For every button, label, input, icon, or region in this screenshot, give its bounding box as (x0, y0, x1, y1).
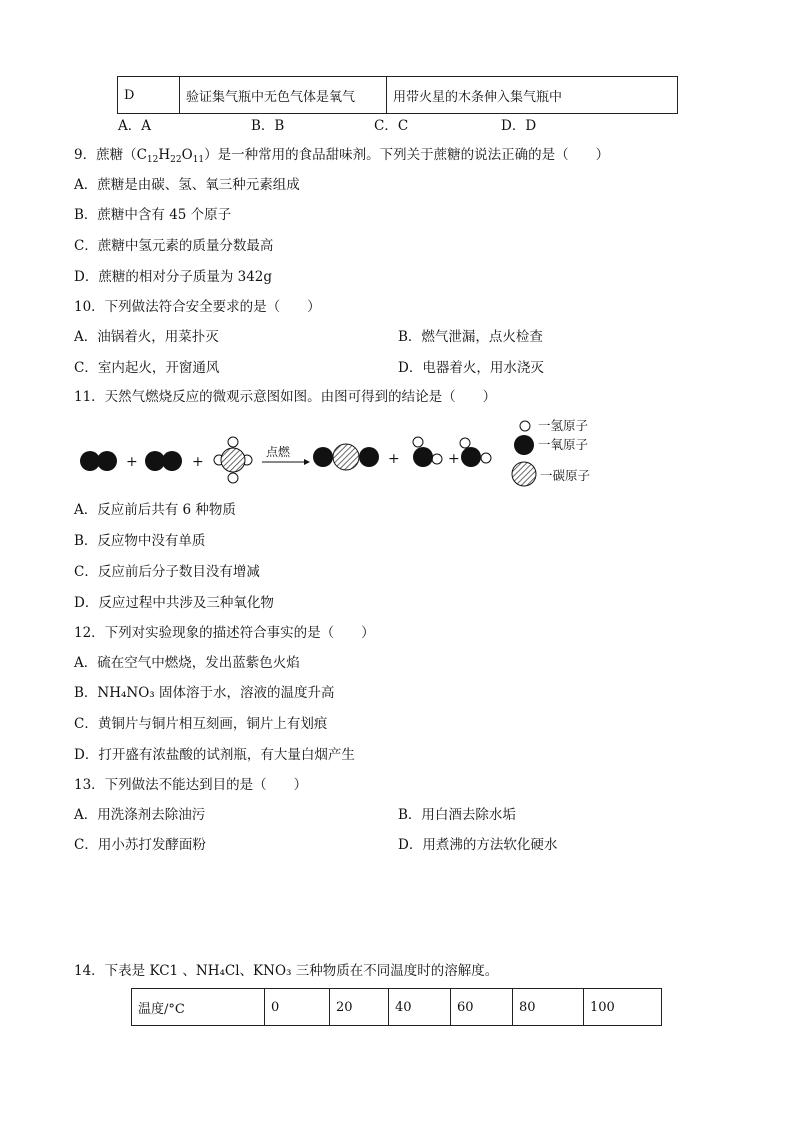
q9-sub-o: 11 (192, 155, 205, 165)
plus-sign: + (192, 454, 204, 470)
q13-option-a: A．用洗涤剂去除油污 (74, 807, 206, 823)
table-cell: 0 (265, 989, 330, 1026)
table-cell: 温度/°C (132, 989, 265, 1026)
q10-option-b: B．燃气泄漏，点火检查 (398, 329, 543, 345)
q10-option-a: A．油锅着火，用菜扑灭 (74, 329, 219, 345)
q11-option-c: C．反应前后分子数目没有增减 (74, 564, 260, 580)
q12-option-a: A．硫在空气中燃烧，发出蓝紫色火焰 (74, 655, 300, 671)
oxygen-molecule (145, 451, 182, 471)
table-row (132, 989, 662, 1026)
carbon-dioxide-molecule (313, 444, 379, 470)
arrow-head-icon (304, 459, 310, 465)
table-cell: 60 (451, 989, 513, 1026)
reaction-diagram (70, 410, 630, 490)
table-cell: D (118, 77, 180, 114)
q9-option-d: D．蔗糖的相对分子质量为 342g (74, 269, 273, 285)
top-table (117, 76, 678, 114)
question-13-stem: 13．下列做法不能达到目的是（ ） (74, 777, 308, 793)
table-cell: 验证集气瓶中无色气体是氧气 (180, 77, 387, 114)
arrow-label: 点燃 (266, 445, 291, 459)
methane-molecule (214, 437, 252, 483)
solubility-table (131, 988, 662, 1026)
table-row (118, 77, 678, 114)
table-cell: 80 (513, 989, 584, 1026)
question-14-stem: 14．下表是 KC1 、NH₄Cl、KNO₃ 三种物质在不同温度时的溶解度。 (74, 963, 499, 979)
table-cell: 20 (330, 989, 389, 1026)
table-cell: 40 (389, 989, 451, 1026)
q12-option-c: C．黄铜片与铜片相互刻画，铜片上有划痕 (74, 716, 328, 732)
diagram-legend (512, 418, 590, 486)
q9-o: O (181, 147, 193, 163)
q12-option-d: D．打开盛有浓盐酸的试剂瓶，有大量白烟产生 (74, 747, 355, 763)
q13-option-d: D．用煮沸的方法软化硬水 (398, 837, 558, 853)
option-b: B．B (251, 118, 285, 134)
question-10-stem: 10．下列做法符合安全要求的是（ ） (74, 299, 321, 315)
q9-sub-h: 22 (170, 155, 182, 165)
question-11-stem: 11．天然气燃烧反应的微观示意图如图。由图可得到的结论是（ ） (74, 389, 497, 405)
q9-option-c: C．蔗糖中氢元素的质量分数最高 (74, 238, 274, 254)
q11-option-a: A．反应前后共有 6 种物质 (74, 502, 236, 518)
plus-sign: + (448, 451, 460, 467)
plus-sign: + (388, 451, 400, 467)
q10-option-d: D．电器着火，用水浇灭 (398, 360, 544, 376)
hydrogen-atom-icon (520, 421, 530, 431)
q9-text-pre: 9．蔗糖（C (74, 147, 147, 163)
q11-option-d: D．反应过程中共涉及三种氧化物 (74, 595, 274, 611)
plus-sign: + (126, 454, 138, 470)
q11-option-b: B．反应物中没有单质 (74, 533, 206, 549)
q10-option-c: C．室内起火，开窗通风 (74, 360, 220, 376)
oxygen-molecule (80, 451, 117, 471)
q9-h: H (158, 147, 171, 163)
legend-hydrogen: 一氢原子 (538, 418, 589, 433)
table-cell: 100 (584, 989, 662, 1026)
q9-text-post: ）是一种常用的食品甜味剂。下列关于蔗糖的说法正确的是（ ） (204, 147, 610, 163)
q13-option-c: C．用小苏打发酵面粉 (74, 837, 206, 853)
table-cell: 用带火星的木条伸入集气瓶中 (387, 77, 678, 114)
legend-oxygen: 一氧原子 (538, 437, 589, 452)
q13-option-b: B．用白酒去除水垢 (398, 807, 516, 823)
oxygen-atom-icon (514, 435, 534, 455)
carbon-atom-icon (512, 462, 536, 486)
q9-option-a: A．蔗糖是由碳、氢、氧三种元素组成 (74, 177, 300, 193)
water-molecule (460, 438, 491, 467)
q9-option-b: B．蔗糖中含有 45 个原子 (74, 207, 232, 223)
option-c: C．C (374, 118, 409, 134)
question-12-stem: 12．下列对实验现象的描述符合事实的是（ ） (74, 625, 375, 641)
q12-option-b: B．NH₄NO₃ 固体溶于水，溶液的温度升高 (74, 685, 335, 701)
option-a: A．A (118, 118, 151, 134)
question-9-stem (74, 146, 609, 169)
option-d: D．D (501, 118, 537, 134)
legend-carbon: 一碳原子 (540, 468, 591, 483)
q9-sub-c: 12 (146, 155, 159, 165)
water-molecule (413, 437, 442, 467)
